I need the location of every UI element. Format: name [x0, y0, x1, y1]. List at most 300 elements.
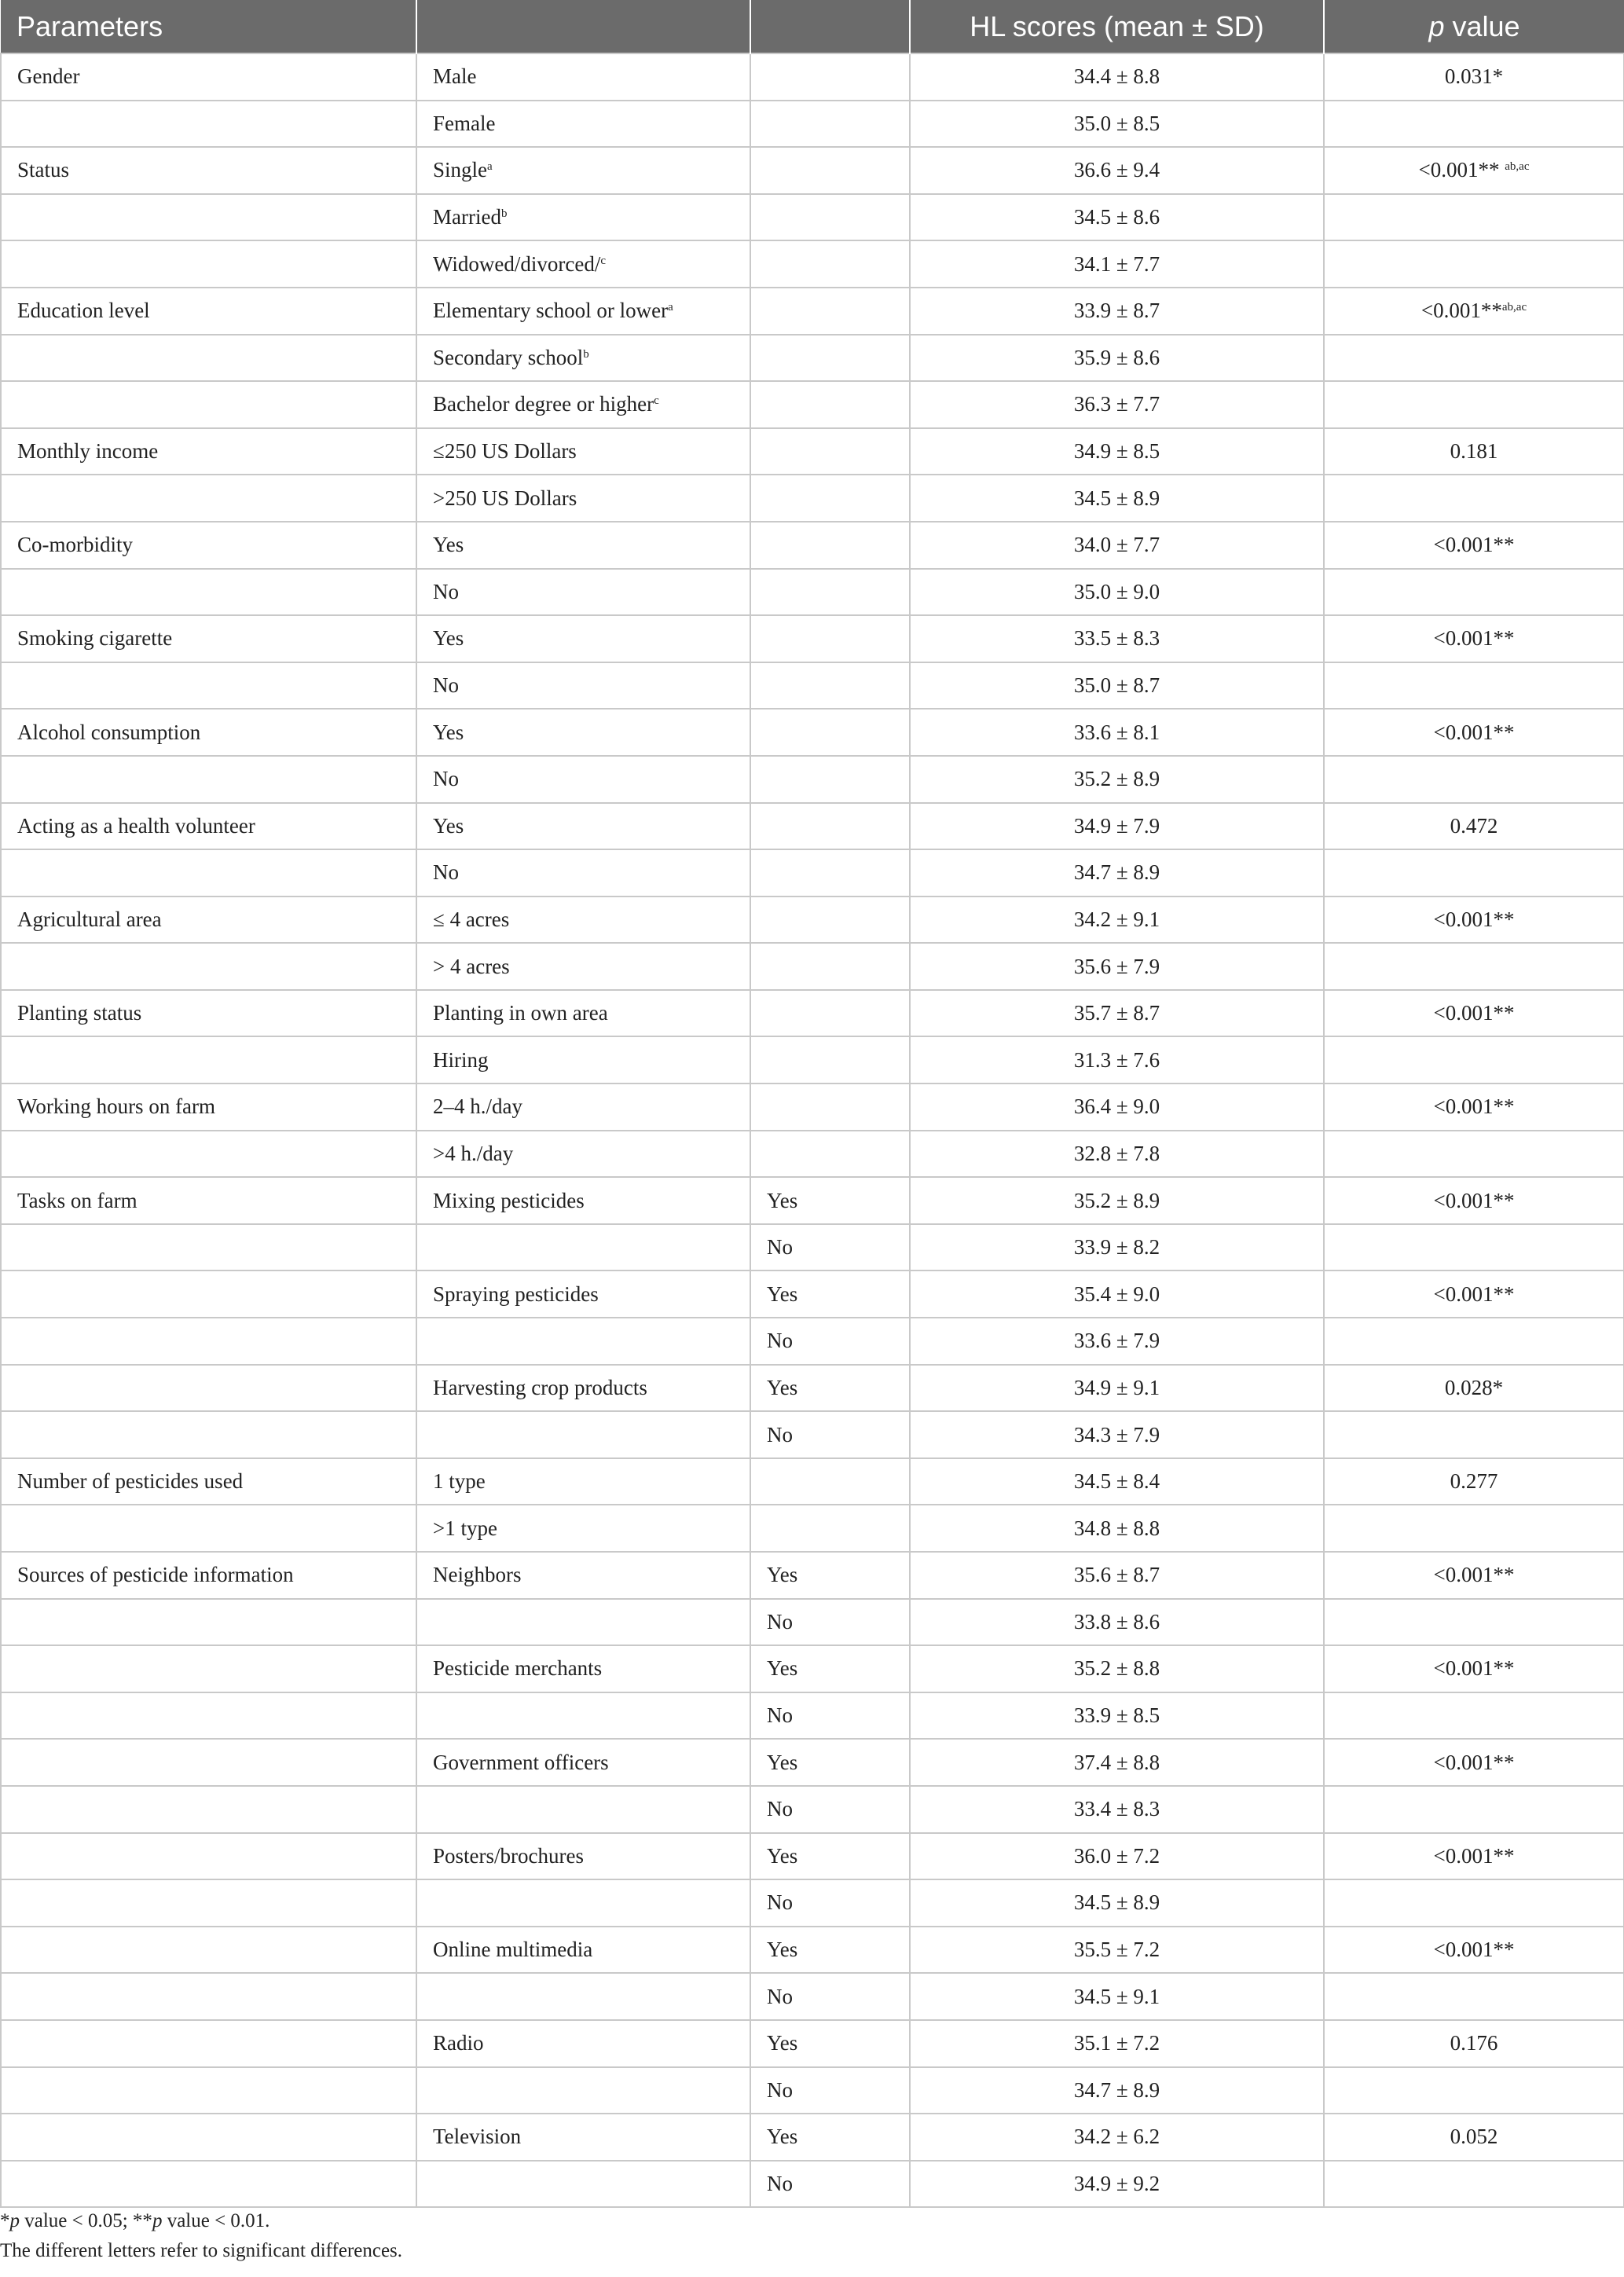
table-row — [1, 615, 1624, 662]
cell-p-value — [1324, 1645, 1624, 1692]
parameter-label: Smoking cigarette — [17, 626, 173, 651]
cell-response — [750, 381, 910, 428]
cell-parameter — [1, 1270, 416, 1318]
cell-response — [750, 1270, 910, 1318]
response-label: No — [767, 1235, 793, 1260]
cell-response — [750, 2067, 910, 2114]
cell-hl-score — [910, 756, 1324, 803]
footnote-significance — [0, 2206, 402, 2236]
hl-score-value: 34.9 ± 9.2 — [1073, 2172, 1160, 2196]
cell-p-value — [1324, 1973, 1624, 2020]
parameter-label: Tasks on farm — [17, 1188, 137, 1212]
cell-subcategory — [416, 1131, 750, 1178]
subcategory-label: > 4 acres — [433, 954, 510, 978]
cell-hl-score — [910, 803, 1324, 850]
table-row — [1, 240, 1624, 288]
cell-subcategory — [416, 1084, 750, 1131]
cell-subcategory — [416, 2114, 750, 2161]
cell-subcategory — [416, 1879, 750, 1927]
p-value: <0.001** — [1433, 720, 1515, 744]
subcategory-label: Television — [433, 2125, 522, 2149]
cell-response — [750, 288, 910, 335]
header-p-italic: p — [1428, 9, 1445, 42]
table-row — [1, 428, 1624, 475]
cell-response — [750, 2114, 910, 2161]
cell-p-value — [1324, 1084, 1624, 1131]
cell-p-value — [1324, 2161, 1624, 2208]
cell-subcategory — [416, 1270, 750, 1318]
p-value: <0.001** — [1433, 1188, 1515, 1212]
hl-score-value: 33.8 ± 8.6 — [1073, 1609, 1160, 1634]
cell-p-value — [1324, 1318, 1624, 1365]
cell-parameter — [1, 53, 416, 101]
hl-score-value: 34.2 ± 9.1 — [1073, 907, 1160, 931]
hl-score-value: 34.8 ± 8.8 — [1073, 1516, 1160, 1540]
cell-parameter — [1, 194, 416, 241]
cell-subcategory — [416, 1505, 750, 1552]
table-row — [1, 288, 1624, 335]
hl-score-value: 35.6 ± 8.7 — [1073, 1563, 1160, 1587]
cell-p-value — [1324, 522, 1624, 569]
header-parameters: Parameters — [1, 0, 416, 53]
p-value: <0.001** — [1433, 1282, 1515, 1306]
hl-score-value: 35.4 ± 9.0 — [1073, 1282, 1160, 1306]
cell-hl-score — [910, 1599, 1324, 1646]
cell-response — [750, 1505, 910, 1552]
hl-score-value: 34.0 ± 7.7 — [1073, 533, 1160, 557]
cell-subcategory — [416, 1927, 750, 1974]
cell-p-value — [1324, 709, 1624, 756]
cell-response — [750, 1973, 910, 2020]
cell-subcategory — [416, 803, 750, 850]
cell-subcategory — [416, 2020, 750, 2067]
p-value: 0.472 — [1450, 813, 1498, 838]
subcategory-label: Radio — [433, 2031, 484, 2055]
cell-subcategory — [416, 2161, 750, 2208]
footnote-star: * — [0, 2210, 10, 2231]
cell-p-value — [1324, 662, 1624, 710]
hl-score-value: 35.0 ± 8.5 — [1073, 111, 1160, 135]
cell-hl-score — [910, 1786, 1324, 1833]
hl-score-value: 33.9 ± 8.5 — [1073, 1703, 1160, 1728]
table-row — [1, 1411, 1624, 1458]
cell-hl-score — [910, 662, 1324, 710]
table-row — [1, 1131, 1624, 1178]
table-row — [1, 1927, 1624, 1974]
table-row — [1, 569, 1624, 616]
response-label: No — [767, 1890, 793, 1915]
cell-subcategory — [416, 1552, 750, 1599]
cell-response — [750, 428, 910, 475]
hl-score-value: 34.4 ± 8.8 — [1073, 64, 1160, 89]
cell-parameter — [1, 1458, 416, 1505]
hl-score-value: 34.1 ± 7.7 — [1073, 251, 1160, 276]
hl-score-value: 35.0 ± 9.0 — [1073, 579, 1160, 603]
cell-subcategory — [416, 381, 750, 428]
parameter-label: Co-morbidity — [17, 533, 133, 557]
cell-parameter — [1, 1036, 416, 1084]
cell-p-value — [1324, 1131, 1624, 1178]
subcategory-label: Married — [433, 205, 501, 229]
cell-p-value — [1324, 1224, 1624, 1271]
cell-p-value — [1324, 1458, 1624, 1505]
table-row — [1, 756, 1624, 803]
response-label: Yes — [767, 1282, 798, 1306]
response-label: No — [767, 1703, 793, 1728]
cell-p-value — [1324, 615, 1624, 662]
cell-response — [750, 1833, 910, 1880]
cell-parameter — [1, 896, 416, 944]
table-row — [1, 1739, 1624, 1786]
parameter-label: Planting status — [17, 1001, 142, 1025]
cell-hl-score — [910, 475, 1324, 522]
parameter-label: Agricultural area — [17, 907, 162, 931]
cell-hl-score — [910, 2020, 1324, 2067]
cell-response — [750, 1177, 910, 1224]
cell-hl-score — [910, 2067, 1324, 2114]
table-row — [1, 1458, 1624, 1505]
table-row — [1, 1036, 1624, 1084]
cell-response — [750, 101, 910, 148]
cell-hl-score — [910, 943, 1324, 990]
response-label: Yes — [767, 1188, 798, 1212]
table-row — [1, 1365, 1624, 1412]
table-row — [1, 849, 1624, 896]
cell-hl-score — [910, 53, 1324, 101]
cell-subcategory — [416, 1599, 750, 1646]
hl-score-value: 36.3 ± 7.7 — [1073, 392, 1160, 416]
table-row — [1, 2161, 1624, 2208]
cell-response — [750, 943, 910, 990]
response-label: Yes — [767, 1563, 798, 1587]
parameter-label: Monthly income — [17, 439, 159, 464]
header-row — [1, 0, 1624, 53]
table-row — [1, 1692, 1624, 1740]
subcategory-label: 2–4 h./day — [433, 1094, 522, 1119]
cell-response — [750, 803, 910, 850]
cell-subcategory — [416, 475, 750, 522]
table-row — [1, 1786, 1624, 1833]
cell-hl-score — [910, 335, 1324, 382]
subcategory-label: Hiring — [433, 1047, 489, 1072]
header-subcategory — [416, 0, 750, 53]
table-row — [1, 1318, 1624, 1365]
cell-p-value — [1324, 990, 1624, 1037]
response-label: Yes — [767, 1656, 798, 1681]
cell-hl-score — [910, 1177, 1324, 1224]
cell-subcategory — [416, 709, 750, 756]
p-value: 0.277 — [1450, 1469, 1498, 1494]
cell-hl-score — [910, 101, 1324, 148]
cell-response — [750, 1927, 910, 1974]
table-row — [1, 1879, 1624, 1927]
cell-response — [750, 522, 910, 569]
cell-hl-score — [910, 1879, 1324, 1927]
subcategory-superscript: c — [600, 254, 607, 267]
cell-response — [750, 194, 910, 241]
subcategory-superscript: a — [668, 301, 673, 314]
cell-subcategory — [416, 990, 750, 1037]
cell-hl-score — [910, 1318, 1324, 1365]
hl-score-value: 34.9 ± 7.9 — [1073, 813, 1160, 838]
response-label: Yes — [767, 1375, 798, 1399]
hl-score-value: 34.5 ± 8.6 — [1073, 205, 1160, 229]
table-row — [1, 1270, 1624, 1318]
cell-subcategory — [416, 1786, 750, 1833]
cell-response — [750, 709, 910, 756]
cell-subcategory — [416, 288, 750, 335]
subcategory-label: Pesticide merchants — [433, 1656, 603, 1681]
cell-parameter — [1, 1786, 416, 1833]
cell-response — [750, 1084, 910, 1131]
cell-subcategory — [416, 943, 750, 990]
table-row — [1, 1599, 1624, 1646]
subcategory-label: 1 type — [433, 1469, 486, 1494]
cell-parameter — [1, 849, 416, 896]
cell-parameter — [1, 803, 416, 850]
cell-hl-score — [910, 522, 1324, 569]
table-row — [1, 101, 1624, 148]
cell-response — [750, 1739, 910, 1786]
cell-parameter — [1, 1973, 416, 2020]
cell-response — [750, 335, 910, 382]
parameter-label: Education level — [17, 299, 150, 323]
subcategory-label: Widowed/divorced/ — [433, 251, 601, 276]
cell-parameter — [1, 1365, 416, 1412]
table-row — [1, 475, 1624, 522]
hl-score-value: 35.7 ± 8.7 — [1073, 1001, 1160, 1025]
cell-parameter — [1, 1131, 416, 1178]
table-row — [1, 896, 1624, 944]
cell-response — [750, 849, 910, 896]
cell-response — [750, 240, 910, 288]
cell-subcategory — [416, 1365, 750, 1412]
hl-score-value: 35.6 ± 7.9 — [1073, 954, 1160, 978]
table-row — [1, 1177, 1624, 1224]
hl-score-value: 35.1 ± 7.2 — [1073, 2031, 1160, 2055]
hl-score-value: 33.9 ± 8.7 — [1073, 299, 1160, 323]
cell-subcategory — [416, 1036, 750, 1084]
p-value: <0.001** — [1433, 907, 1515, 931]
subcategory-label: >1 type — [433, 1516, 497, 1540]
cell-subcategory — [416, 147, 750, 194]
table-row — [1, 1645, 1624, 1692]
cell-hl-score — [910, 1552, 1324, 1599]
table-row — [1, 194, 1624, 241]
cell-parameter — [1, 1599, 416, 1646]
cell-subcategory — [416, 662, 750, 710]
cell-response — [750, 1786, 910, 1833]
cell-hl-score — [910, 240, 1324, 288]
cell-response — [750, 475, 910, 522]
table-row — [1, 2067, 1624, 2114]
response-label: No — [767, 1422, 793, 1446]
response-label: Yes — [767, 1938, 798, 1962]
table-row — [1, 709, 1624, 756]
cell-p-value — [1324, 147, 1624, 194]
response-label: No — [767, 1797, 793, 1821]
response-label: Yes — [767, 1750, 798, 1774]
cell-hl-score — [910, 1973, 1324, 2020]
p-value-superscript: ab,ac — [1501, 301, 1527, 314]
cell-subcategory — [416, 615, 750, 662]
cell-parameter — [1, 147, 416, 194]
subcategory-label: Yes — [433, 533, 464, 557]
subcategory-superscript: b — [500, 207, 508, 221]
response-label: No — [767, 1329, 793, 1353]
table-header — [1, 0, 1624, 53]
cell-subcategory — [416, 2067, 750, 2114]
cell-hl-score — [910, 1270, 1324, 1318]
cell-hl-score — [910, 1927, 1324, 1974]
subcategory-label: Mixing pesticides — [433, 1188, 585, 1212]
p-value: 0.052 — [1450, 2125, 1498, 2149]
p-value: <0.001** — [1421, 299, 1502, 323]
cell-p-value — [1324, 1739, 1624, 1786]
p-value: <0.001** — [1433, 1656, 1515, 1681]
hl-score-value: 35.2 ± 8.8 — [1073, 1656, 1160, 1681]
cell-p-value — [1324, 101, 1624, 148]
p-value: <0.001** — [1433, 1938, 1515, 1962]
subcategory-label: Female — [433, 111, 496, 135]
cell-p-value — [1324, 896, 1624, 944]
cell-hl-score — [910, 1739, 1324, 1786]
cell-p-value — [1324, 943, 1624, 990]
p-value: 0.031* — [1444, 64, 1504, 89]
parameter-label: Number of pesticides used — [17, 1469, 244, 1494]
table-row — [1, 147, 1624, 194]
hl-score-value: 34.5 ± 8.9 — [1073, 1890, 1160, 1915]
cell-subcategory — [416, 1224, 750, 1271]
hl-score-value: 33.6 ± 7.9 — [1073, 1329, 1160, 1353]
cell-p-value — [1324, 849, 1624, 896]
hl-score-value: 34.7 ± 8.9 — [1073, 860, 1160, 885]
cell-parameter — [1, 428, 416, 475]
table-row — [1, 522, 1624, 569]
subcategory-label: Harvesting crop products — [433, 1375, 647, 1399]
p-value: <0.001** — [1433, 1843, 1515, 1868]
subcategory-label: Bachelor degree or higher — [433, 392, 654, 416]
subcategory-label: No — [433, 860, 459, 885]
subcategory-label: No — [433, 579, 459, 603]
cell-p-value — [1324, 1270, 1624, 1318]
cell-parameter — [1, 569, 416, 616]
hl-score-value: 36.6 ± 9.4 — [1073, 158, 1160, 182]
response-label: No — [767, 2077, 793, 2102]
cell-p-value — [1324, 240, 1624, 288]
cell-subcategory — [416, 1318, 750, 1365]
table-row — [1, 943, 1624, 990]
cell-p-value — [1324, 2020, 1624, 2067]
cell-subcategory — [416, 849, 750, 896]
footnote-p1: p — [9, 2210, 20, 2231]
cell-response — [750, 1224, 910, 1271]
table-row — [1, 53, 1624, 101]
response-label: Yes — [767, 2125, 798, 2149]
cell-parameter — [1, 756, 416, 803]
cell-parameter — [1, 335, 416, 382]
table-row — [1, 335, 1624, 382]
cell-hl-score — [910, 2114, 1324, 2161]
cell-subcategory — [416, 1177, 750, 1224]
parameter-label: Sources of pesticide information — [17, 1563, 294, 1587]
subcategory-label: Neighbors — [433, 1563, 522, 1587]
subcategory-label: Yes — [433, 720, 464, 744]
cell-parameter — [1, 2067, 416, 2114]
hl-score-value: 35.2 ± 8.9 — [1073, 767, 1160, 791]
hl-score-value: 33.6 ± 8.1 — [1073, 720, 1160, 744]
cell-response — [750, 662, 910, 710]
cell-subcategory — [416, 756, 750, 803]
cell-p-value — [1324, 475, 1624, 522]
footnote-letters: The different letters refer to significant differences. — [0, 2240, 403, 2261]
cell-parameter — [1, 240, 416, 288]
cell-hl-score — [910, 849, 1324, 896]
parameter-label: Alcohol consumption — [17, 720, 201, 744]
cell-hl-score — [910, 990, 1324, 1037]
subcategory-label: >250 US Dollars — [433, 486, 577, 510]
cell-p-value — [1324, 2067, 1624, 2114]
cell-parameter — [1, 2020, 416, 2067]
cell-hl-score — [910, 1131, 1324, 1178]
cell-parameter — [1, 1739, 416, 1786]
hl-score-value: 37.4 ± 8.8 — [1073, 1750, 1160, 1774]
cell-p-value — [1324, 1505, 1624, 1552]
cell-hl-score — [910, 288, 1324, 335]
header-response — [750, 0, 910, 53]
cell-hl-score — [910, 1645, 1324, 1692]
cell-p-value — [1324, 1879, 1624, 1927]
p-value: <0.001** — [1433, 1563, 1515, 1587]
hl-score-value: 33.4 ± 8.3 — [1073, 1797, 1160, 1821]
hl-score-value: 34.3 ± 7.9 — [1073, 1422, 1160, 1446]
cell-subcategory — [416, 194, 750, 241]
table-row — [1, 1552, 1624, 1599]
cell-parameter — [1, 943, 416, 990]
subcategory-label: Secondary school — [433, 345, 584, 369]
cell-response — [750, 569, 910, 616]
cell-p-value — [1324, 381, 1624, 428]
cell-parameter — [1, 475, 416, 522]
cell-parameter — [1, 709, 416, 756]
cell-parameter — [1, 2161, 416, 2208]
subcategory-label: Male — [433, 64, 477, 89]
cell-hl-score — [910, 381, 1324, 428]
cell-response — [750, 2020, 910, 2067]
cell-subcategory — [416, 1411, 750, 1458]
p-value: <0.001** — [1433, 1094, 1515, 1119]
cell-response — [750, 1552, 910, 1599]
cell-hl-score — [910, 1692, 1324, 1740]
hl-score-value: 34.5 ± 9.1 — [1073, 1984, 1160, 2008]
cell-parameter — [1, 1177, 416, 1224]
hl-score-value: 36.0 ± 7.2 — [1073, 1843, 1160, 1868]
cell-response — [750, 990, 910, 1037]
footnote-p2: p — [152, 2210, 163, 2231]
hl-score-value: 33.9 ± 8.2 — [1073, 1235, 1160, 1260]
p-value: <0.001** — [1418, 158, 1505, 182]
table-row — [1, 662, 1624, 710]
cell-hl-score — [910, 1411, 1324, 1458]
header-p-value — [1324, 0, 1624, 53]
cell-p-value — [1324, 1365, 1624, 1412]
cell-subcategory — [416, 1739, 750, 1786]
cell-p-value — [1324, 1036, 1624, 1084]
cell-parameter — [1, 615, 416, 662]
table-body — [1, 53, 1624, 2207]
cell-hl-score — [910, 1458, 1324, 1505]
cell-parameter — [1, 1927, 416, 1974]
